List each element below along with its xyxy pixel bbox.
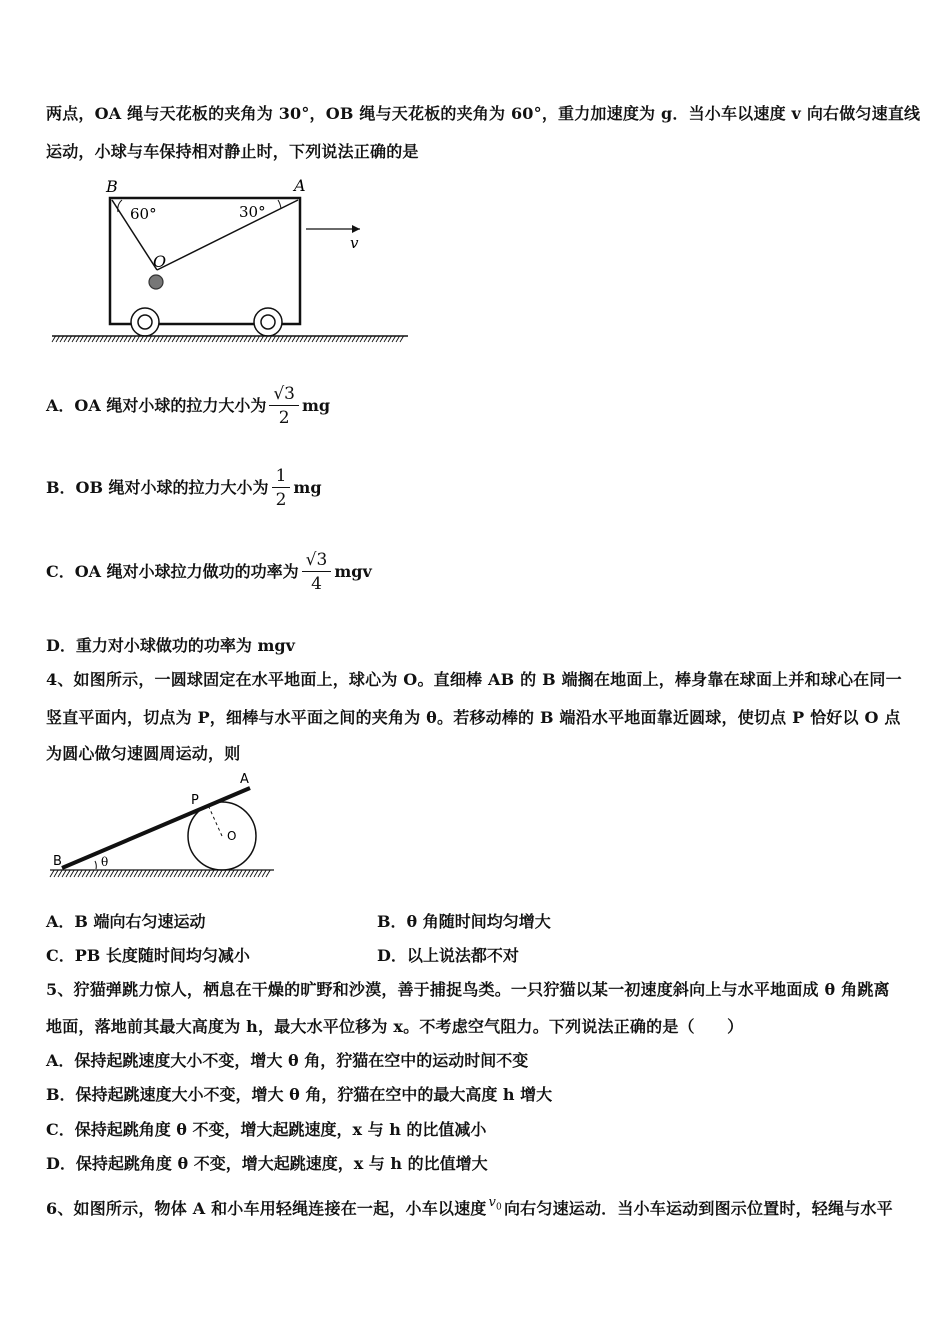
q5-option-c[interactable]: C．保持起跳角度 θ 不变，增大起跳速度，x 与 h 的比值减小: [46, 1120, 487, 1139]
hatch-mark: [188, 336, 192, 342]
hatch-mark: [184, 336, 188, 342]
q4-option-c[interactable]: C．PB 长度随时间均匀减小: [46, 946, 250, 965]
label-O: O: [153, 252, 167, 271]
hatch-mark: [162, 870, 166, 877]
hatch-mark: [248, 336, 252, 342]
hatch-mark: [82, 870, 86, 877]
hatch-mark: [178, 870, 182, 877]
hatch-mark: [64, 336, 68, 342]
hatch-mark: [356, 336, 360, 342]
hatch-mark: [320, 336, 324, 342]
hatch-mark: [230, 870, 234, 877]
hatch-mark: [166, 870, 170, 877]
hatch-mark: [364, 336, 368, 342]
hatch-mark: [156, 336, 160, 342]
hatch-mark: [214, 870, 218, 877]
hatch-mark: [122, 870, 126, 877]
q6-text-after: 向右匀速运动．当小车运动到图示位置时，轻绳与水平: [503, 1199, 893, 1218]
hatch-mark: [228, 336, 232, 342]
fraction-1-over-2: [272, 465, 291, 512]
hatch-mark: [138, 870, 142, 877]
hatch-mark: [332, 336, 336, 342]
hatch-mark: [104, 336, 108, 342]
hatch-mark: [146, 870, 150, 877]
hatch-mark: [110, 870, 114, 877]
hatch-mark: [62, 870, 66, 877]
hatch-mark: [78, 870, 82, 877]
q5-option-d[interactable]: D．保持起跳角度 θ 不变，增大起跳速度，x 与 h 的比值增大: [46, 1154, 488, 1173]
hatch-mark: [236, 336, 240, 342]
hatch-mark: [68, 336, 72, 342]
label-O: O: [227, 829, 237, 843]
q3-option-b-prefix: B．OB 绳对小球的拉力大小为: [46, 478, 269, 497]
hatch-mark: [296, 336, 300, 342]
hatch-mark: [86, 870, 90, 877]
fraction-num: 1: [272, 465, 291, 488]
hatch-mark: [176, 336, 180, 342]
hatch-mark: [114, 870, 118, 877]
hatch-mark: [130, 870, 134, 877]
q5-option-a[interactable]: A．保持起跳速度大小不变，增大 θ 角，狞猫在空中的运动时间不变: [46, 1051, 529, 1070]
hatch-mark: [280, 336, 284, 342]
q3-option-c-suffix: mgv: [334, 562, 372, 581]
hatch-mark: [58, 870, 62, 877]
ball: [149, 275, 163, 289]
hatch-mark: [244, 336, 248, 342]
hatch-mark: [360, 336, 364, 342]
hatch-mark: [242, 870, 246, 877]
hatch-mark: [266, 870, 270, 877]
v0-v: v: [488, 1195, 497, 1210]
hatch-mark: [174, 870, 178, 877]
hatch-mark: [262, 870, 266, 877]
hatch-mark: [220, 336, 224, 342]
hatch-mark: [190, 870, 194, 877]
hatch-mark: [196, 336, 200, 342]
v0-symbol: [488, 1195, 502, 1213]
hatch-mark: [288, 336, 292, 342]
hatch-mark: [292, 336, 296, 342]
rod-sphere-figure: [46, 768, 286, 886]
hatch-mark: [160, 336, 164, 342]
hatch-mark: [208, 336, 212, 342]
label-angle-30: 30°: [239, 203, 266, 221]
q3-option-c[interactable]: [46, 549, 372, 596]
hatch-mark: [252, 336, 256, 342]
hatch-mark: [348, 336, 352, 342]
hatch-mark: [324, 336, 328, 342]
q3-option-a-suffix: mg: [302, 396, 331, 415]
hatch-mark: [264, 336, 268, 342]
string-OA: [157, 200, 298, 270]
hatch-mark: [80, 336, 84, 342]
hatch-mark: [72, 336, 76, 342]
hatch-mark: [88, 336, 92, 342]
hatch-mark: [168, 336, 172, 342]
hatch-mark: [372, 336, 376, 342]
fraction-num: √3: [269, 383, 299, 406]
q3-intro-line2: 运动，小球与车保持相对静止时，下列说法正确的是: [46, 142, 419, 161]
q4-line1: 4、如图所示，一圆球固定在水平地面上，球心为 O。直细棒 AB 的 B 端搁在地面上，棒身靠在球面上并和球心在同一: [46, 670, 902, 689]
hatch-mark: [158, 870, 162, 877]
q3-option-b-suffix: mg: [293, 478, 322, 497]
hatch-mark: [124, 336, 128, 342]
radius-OP: [208, 805, 222, 836]
v0-subscript: 0: [496, 1202, 502, 1213]
hatch-mark: [120, 336, 124, 342]
fraction-sqrt3-over-2: [269, 383, 299, 430]
hatch-mark: [250, 870, 254, 877]
hatch-mark: [70, 870, 74, 877]
hatch-mark: [234, 870, 238, 877]
q4-option-d[interactable]: D．以上说法都不对: [377, 946, 519, 965]
hatch-mark: [126, 870, 130, 877]
hatch-mark: [260, 336, 264, 342]
hatch-mark: [222, 870, 226, 877]
label-v: v: [350, 234, 359, 252]
hatch-mark: [132, 336, 136, 342]
hatch-mark: [400, 336, 404, 342]
hatch-mark: [300, 336, 304, 342]
hatch-mark: [284, 336, 288, 342]
hatch-mark: [238, 870, 242, 877]
hatch-mark: [384, 336, 388, 342]
fraction-den: 2: [275, 490, 287, 510]
hatch-mark: [136, 336, 140, 342]
label-B: B: [53, 854, 62, 869]
hatch-mark: [66, 870, 70, 877]
hatch-mark: [102, 870, 106, 877]
hatch-mark: [268, 336, 272, 342]
hatch-mark: [392, 336, 396, 342]
hatch-mark: [210, 870, 214, 877]
hatch-mark: [344, 336, 348, 342]
hatch-mark: [74, 870, 78, 877]
hatch-mark: [76, 336, 80, 342]
hatch-mark: [224, 336, 228, 342]
hatch-mark: [202, 870, 206, 877]
fraction-sqrt3-over-4: [302, 549, 332, 596]
q4-option-a[interactable]: A．B 端向右匀速运动: [46, 912, 206, 931]
hatch-mark: [254, 870, 258, 877]
hatch-mark: [90, 870, 94, 877]
wheel-right: [254, 308, 282, 336]
hatch-mark: [376, 336, 380, 342]
hatch-mark: [396, 336, 400, 342]
hatch-mark: [84, 336, 88, 342]
q4-option-b[interactable]: B．θ 角随时间均匀增大: [377, 912, 551, 931]
hatch-mark: [182, 870, 186, 877]
hatch-mark: [106, 870, 110, 877]
hatch-mark: [142, 870, 146, 877]
hatch-mark: [316, 336, 320, 342]
label-B: B: [106, 177, 118, 196]
hatch-mark: [172, 336, 176, 342]
q6-text-before: 6、如图所示，物体 A 和小车用轻绳连接在一起，小车以速度: [46, 1199, 487, 1218]
hatch-mark: [50, 870, 54, 877]
q3-option-a[interactable]: [46, 383, 330, 430]
hatch-mark: [140, 336, 144, 342]
ground-hatching: [50, 870, 270, 877]
wheel-left: [131, 308, 159, 336]
hatch-mark: [388, 336, 392, 342]
hatch-mark: [94, 870, 98, 877]
hatch-mark: [240, 336, 244, 342]
hatch-mark: [128, 336, 132, 342]
q3-option-b[interactable]: [46, 465, 322, 512]
q3-option-d[interactable]: D．重力对小球做功的功率为 mgv: [46, 636, 295, 655]
hatch-mark: [56, 336, 60, 342]
hatch-mark: [206, 870, 210, 877]
hatch-mark: [246, 870, 250, 877]
hatch-mark: [148, 336, 152, 342]
hatch-mark: [218, 870, 222, 877]
hatch-mark: [212, 336, 216, 342]
hatch-mark: [352, 336, 356, 342]
hatch-mark: [200, 336, 204, 342]
hatch-mark: [170, 870, 174, 877]
hatch-mark: [312, 336, 316, 342]
label-theta: θ: [101, 855, 109, 869]
hatch-mark: [116, 336, 120, 342]
fraction-den: 2: [278, 408, 290, 428]
hatch-mark: [134, 870, 138, 877]
hatch-mark: [150, 870, 154, 877]
hatch-mark: [194, 870, 198, 877]
hatch-mark: [186, 870, 190, 877]
q5-line1: 5、狞猫弹跳力惊人，栖息在干燥的旷野和沙漠，善于捕捉鸟类。一只狞猫以某一初速度斜向上与水平地面成 θ 角跳离: [46, 980, 890, 999]
hatch-mark: [308, 336, 312, 342]
q4-line2: 竖直平面内，切点为 P，细棒与水平面之间的夹角为 θ。若移动棒的 B 端沿水平地面靠近圆球，使切点 P 恰好以 O 点: [46, 708, 901, 727]
hatch-mark: [272, 336, 276, 342]
hatch-mark: [96, 336, 100, 342]
hatch-mark: [226, 870, 230, 877]
hatch-mark: [368, 336, 372, 342]
hatch-mark: [154, 870, 158, 877]
hatch-mark: [328, 336, 332, 342]
cart-figure: [50, 172, 420, 350]
hatch-mark: [144, 336, 148, 342]
q3-intro-line1: 两点，OA 绳与天花板的夹角为 30°，OB 绳与天花板的夹角为 60°，重力加速度为 g．当小车以速度 v 向右做匀速直线: [46, 104, 921, 123]
hatch-mark: [118, 870, 122, 877]
hatch-mark: [152, 336, 156, 342]
label-A: A: [294, 176, 306, 195]
fraction-den: 4: [311, 574, 322, 594]
hatch-mark: [112, 336, 116, 342]
hatch-mark: [256, 336, 260, 342]
q3-option-a-prefix: A．OA 绳对小球的拉力大小为: [46, 396, 267, 415]
hatch-mark: [52, 336, 56, 342]
hatch-mark: [258, 870, 262, 877]
hatch-mark: [92, 336, 96, 342]
rod-AB: [62, 788, 250, 868]
hatch-mark: [304, 336, 308, 342]
label-P: P: [191, 793, 199, 808]
hatch-mark: [198, 870, 202, 877]
q3-option-c-prefix: C．OA 绳对小球拉力做功的功率为: [46, 562, 299, 581]
hatch-mark: [180, 336, 184, 342]
hatch-mark: [380, 336, 384, 342]
q6-line1: [46, 1196, 893, 1221]
label-angle-60: 60°: [130, 205, 157, 223]
label-A: A: [240, 772, 249, 787]
hatch-mark: [60, 336, 64, 342]
hatch-mark: [204, 336, 208, 342]
q5-line2: 地面，落地前其最大高度为 h，最大水平位移为 x。不考虑空气阻力。下列说法正确的是（ ）: [46, 1017, 744, 1036]
hatch-mark: [216, 336, 220, 342]
ground-hatching: [52, 336, 404, 342]
hatch-mark: [108, 336, 112, 342]
hatch-mark: [192, 336, 196, 342]
hatch-mark: [340, 336, 344, 342]
fraction-num: √3: [302, 549, 332, 572]
hatch-mark: [54, 870, 58, 877]
hatch-mark: [100, 336, 104, 342]
q5-option-b[interactable]: B．保持起跳速度大小不变，增大 θ 角，狞猫在空中的最大高度 h 增大: [46, 1085, 553, 1104]
hatch-mark: [232, 336, 236, 342]
q4-line3: 为圆心做匀速圆周运动，则: [46, 744, 241, 763]
hatch-mark: [336, 336, 340, 342]
hatch-mark: [164, 336, 168, 342]
hatch-mark: [98, 870, 102, 877]
hatch-mark: [276, 336, 280, 342]
